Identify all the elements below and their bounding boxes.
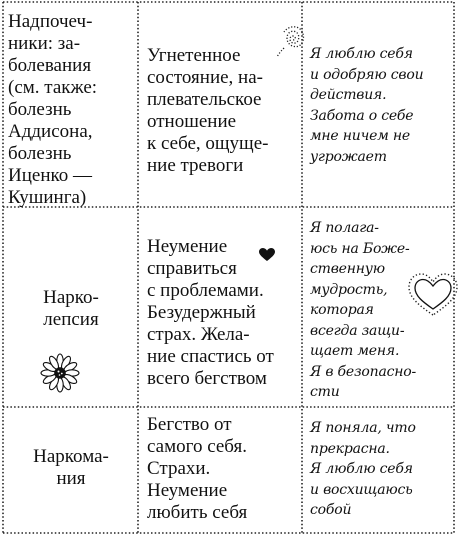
cause-line: ние спастись от [147,346,274,367]
affirmation-line: щает меня. [310,343,400,359]
affirmation-line: юсь на Боже- [310,240,410,257]
affirmation-line: и восхищаюсь [310,481,413,498]
affirmation-line: ственную [310,261,385,277]
cause-cell-drug-addiction [147,414,299,524]
affirmation-line: мне ничем не [310,128,410,144]
affirmation-line: и одобряю свои [310,66,424,83]
cause-line: состояние, на- [147,67,263,88]
cause-line: Угнетенное [147,45,241,66]
affirmation-line: собой [310,502,352,518]
cause-line: самого себя. [147,436,247,457]
affirmation-line: мудрость, [310,281,388,298]
disease-cell-adrenal [8,11,136,209]
cause-line: страх. Жела- [147,324,250,345]
affirmation-line: угрожает [310,148,387,165]
affirmation-line: Я в безопасно- [310,363,417,380]
heart-icon [259,248,275,262]
affirmation-line: Я люблю себя [310,461,413,477]
disease-line: болевания [8,55,92,76]
affirmation-line: Забота о себе [310,107,414,124]
daisy-icon [40,353,80,393]
disease-line: болезнь [8,99,72,120]
disease-line: Наркома- [33,446,109,467]
spiral-icon [276,18,310,58]
cause-line: Безудержный [147,302,256,323]
cause-line: отношение [147,111,237,132]
disease-line: лепсия [43,309,99,330]
disease-line: Кушинга) [8,187,87,208]
disease-line: (см. также: [8,77,98,98]
disease-line: Аддисона, [8,121,93,142]
disease-line: болезнь [8,143,72,164]
disease-line: Надпочеч- [8,11,93,32]
cause-cell-adrenal [147,45,299,177]
cause-line: любить себя [147,502,248,523]
cause-line: Неумение [147,236,228,257]
affirmation-cell-drug-addiction [310,418,452,521]
cause-line: справиться [147,258,237,279]
disease-line: ники: за- [8,33,81,54]
disease-line: Иценко — [8,165,93,186]
affirmation-line: всегда защи- [310,322,405,339]
affirmation-line: Я полага- [310,220,379,236]
cause-line: плевательское [147,89,262,110]
cause-line: к себе, ощуще- [147,133,269,154]
affirmation-line: Я поняла, что [310,420,416,436]
cause-line: Неумение [147,480,228,501]
cause-line: ние тревоги [147,155,244,176]
affirmation-line: сти [310,384,340,400]
disease-line: Нарко- [43,287,99,308]
dotted-heart-icon [405,270,461,320]
cause-line: всего бегством [147,368,267,389]
affirmation-line: прекрасна. [310,440,390,457]
affirmation-cell-adrenal [310,44,452,167]
disease-cell-drug-addiction [6,446,136,490]
cause-line: Бегство от [147,414,232,435]
cause-cell-narcolepsy [147,236,299,390]
disease-line: ния [56,468,86,489]
affirmation-line: действия. [310,87,387,103]
disease-cell-narcolepsy [6,287,136,331]
cause-line: с проблемами. [147,280,264,301]
affirmation-line: Я люблю себя [310,46,413,62]
cause-line: Страхи. [147,458,211,479]
affirmation-line: которая [310,302,374,318]
